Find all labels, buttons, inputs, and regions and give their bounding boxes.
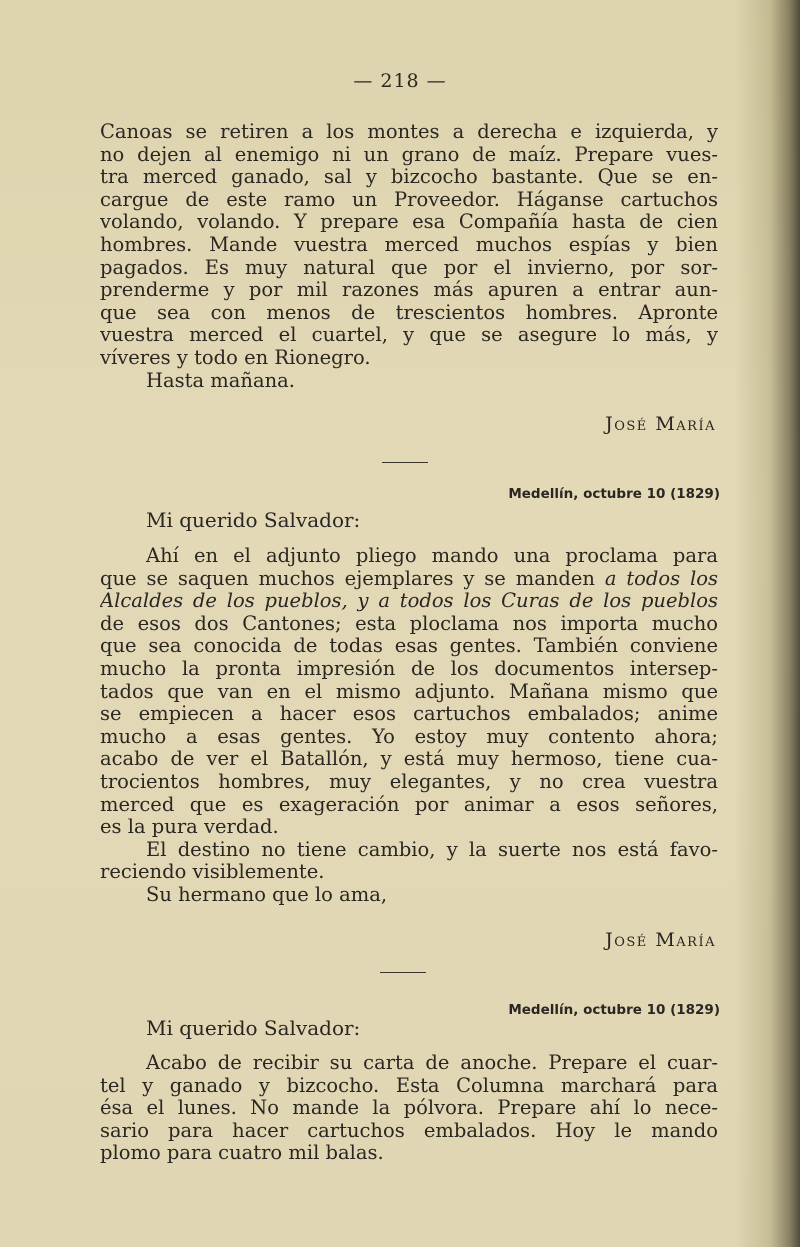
text-line: acabo de ver el Batallón, y está muy hermoso, tiene cua- — [100, 748, 718, 771]
page-number: — 218 — — [353, 70, 447, 92]
text-line: trocientos hombres, muy elegantes, y no crea vuestra — [100, 770, 718, 793]
letter-2-signature: José María — [605, 929, 716, 951]
letter-2-dateline: Medellín, octubre 10 (1829) — [508, 486, 720, 502]
text-line: vuestra merced el cuartel, y que se asegure lo más, y — [100, 324, 718, 347]
text-line: ésa el lunes. No mande la pólvora. Prepare ahí lo nece- — [100, 1097, 718, 1120]
letter-1-body — [100, 121, 718, 392]
text-line — [100, 568, 718, 591]
letter-1-signature: José María — [605, 413, 716, 435]
letter-1-closing: Hasta mañana. — [146, 369, 295, 392]
text-line: mucho la pronta impresión de los documentos intersep- — [100, 657, 718, 680]
text-line: prenderme y por mil razones más apuren a entrar aun- — [100, 279, 718, 302]
text-line: tel y ganado y bizcocho. Esta Columna marchará para — [100, 1074, 718, 1097]
text-line: que sea conocida de todas esas gentes. También conviene — [100, 635, 718, 658]
letter-2-closing: Su hermano que lo ama, — [146, 883, 388, 906]
text-line: se empiecen a hacer esos cartuchos embalados; anime — [100, 703, 718, 726]
letter-3-salutation: Mi querido Salvador: — [146, 1016, 361, 1040]
text-line: no dejen al enemigo ni un grano de maíz. Prepare vues- — [100, 143, 718, 166]
text-line: tra merced ganado, sal y bizcocho bastante. Que se en- — [100, 166, 718, 189]
section-divider — [380, 972, 426, 973]
text-line: hombres. Mande vuestra merced muchos espías y bien — [100, 233, 718, 256]
text-line: sario para hacer cartuchos embalados. Hoy le mando — [100, 1119, 718, 1142]
letter-3-body — [100, 1052, 718, 1165]
text-line: pagados. Es muy natural que por el invierno, por sor- — [100, 256, 718, 279]
text-line: volando, volando. Y prepare esa Compañía hasta de cien — [100, 211, 718, 234]
text-line: El destino no tiene cambio, y la suerte nos está favo- — [146, 838, 718, 861]
letter-3-dateline: Medellín, octubre 10 (1829) — [508, 1002, 720, 1018]
text-line: cargue de este ramo un Proveedor. Háganse cartuchos — [100, 188, 718, 211]
text-line: Canoas se retiren a los montes a derecha e izquierda, y — [100, 121, 718, 143]
text-line-italic: Alcaldes de los pueblos, y a todos los Curas de los pueblos — [100, 590, 718, 613]
text-line: mucho a esas gentes. Yo estoy muy contento ahora; — [100, 725, 718, 748]
text-line: Ahí en el adjunto pliego mando una proclama para — [146, 545, 718, 567]
text-line: plomo para cuatro mil balas. — [100, 1142, 384, 1165]
text-line: reciendo visiblemente. — [100, 861, 325, 884]
text-line: que sea con menos de trescientos hombres. Apronte — [100, 301, 718, 324]
text-line: Acabo de recibir su carta de anoche. Prepare el cuar- — [146, 1052, 718, 1074]
text-line: tados que van en el mismo adjunto. Mañana mismo que — [100, 680, 718, 703]
text-line: merced que es exageración por animar a esos señores, — [100, 793, 718, 816]
letter-2-body — [100, 545, 718, 907]
text-line: víveres y todo en Rionegro. — [100, 346, 371, 369]
text-line: de esos dos Cantones; esta ploclama nos importa mucho — [100, 612, 718, 635]
text-segment: que se saquen muchos ejemplares y se manden — [100, 567, 605, 590]
letter-2-salutation: Mi querido Salvador: — [146, 508, 361, 532]
text-line: es la pura verdad. — [100, 816, 279, 839]
section-divider — [382, 462, 428, 463]
text-segment-italic: a todos los — [604, 567, 718, 590]
